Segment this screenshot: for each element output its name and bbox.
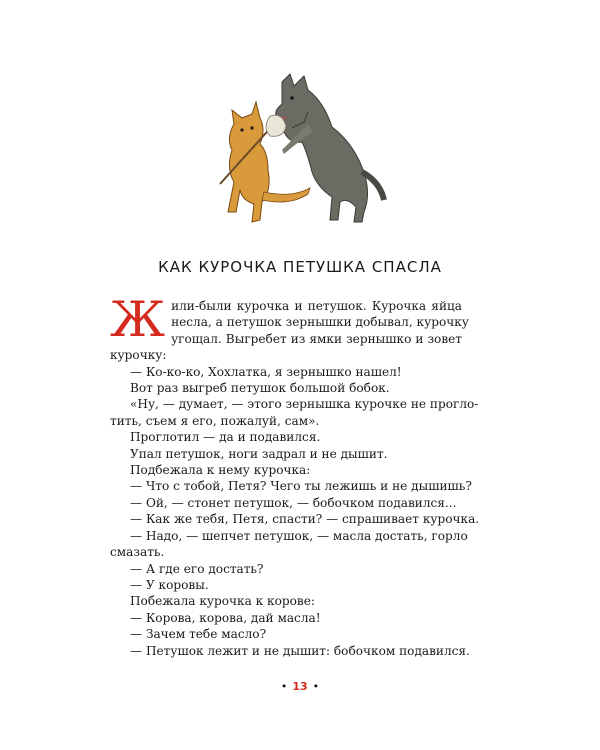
page-number-value: 13 bbox=[292, 680, 308, 693]
text-line: — Ко-ко-ко, Хохлатка, я зернышко нашел! bbox=[130, 364, 402, 379]
story-title: КАК КУРОЧКА ПЕТУШКА СПАСЛА bbox=[158, 258, 442, 276]
text-line: — Корова, корова, дай масла! bbox=[130, 610, 321, 625]
page-number bbox=[0, 680, 600, 693]
text-line: — У коровы. bbox=[130, 577, 209, 592]
text-line: Побежала курочка к корове: bbox=[130, 594, 315, 609]
text-line: — Надо, — шепчет петушок, — масла достать, горло bbox=[130, 528, 468, 543]
text-line: «Ну, — думает, — этого зернышка курочке не прогло- bbox=[130, 397, 479, 412]
drop-cap: Ж bbox=[110, 291, 166, 348]
text-line: или-были курочка и петушок. Курочка яйца bbox=[171, 299, 462, 313]
bullet-icon: • bbox=[312, 680, 320, 693]
text-line: смазать. bbox=[110, 545, 165, 560]
text-line: курочку: bbox=[110, 348, 167, 363]
text-line: — Ой, — стонет петушок, — бобочком подавился... bbox=[130, 495, 457, 510]
text-line: Вот раз выгреб петушок большой бобок. bbox=[130, 381, 390, 396]
text-line: угощал. Выгребет из ямки зернышко и зовет bbox=[171, 331, 462, 346]
bullet-icon: • bbox=[280, 680, 288, 693]
text-line: Проглотил — да и подавился. bbox=[130, 430, 321, 445]
text-line: тить, съем я его, пожалуй, сам». bbox=[110, 413, 320, 428]
text-line: — Петушок лежит и не дышит: бобочком подавился. bbox=[130, 643, 470, 658]
text-line: — Зачем тебе масло? bbox=[130, 627, 267, 642]
text-line: — А где его достать? bbox=[130, 561, 264, 576]
story-text bbox=[110, 291, 480, 659]
text-line: — Что с тобой, Петя? Чего ты лежишь и не дышишь? bbox=[130, 479, 472, 494]
text-line: — Как же тебя, Петя, спасти? — спрашивает курочка. bbox=[130, 512, 480, 527]
cat-and-wolf-illustration bbox=[212, 72, 387, 237]
text-line: Подбежала к нему курочка: bbox=[130, 463, 311, 478]
text-line: несла, а петушок зернышки добывал, курочку bbox=[171, 315, 469, 330]
text-line: Упал петушок, ноги задрал и не дышит. bbox=[130, 446, 388, 461]
opening-paragraph bbox=[110, 291, 469, 364]
